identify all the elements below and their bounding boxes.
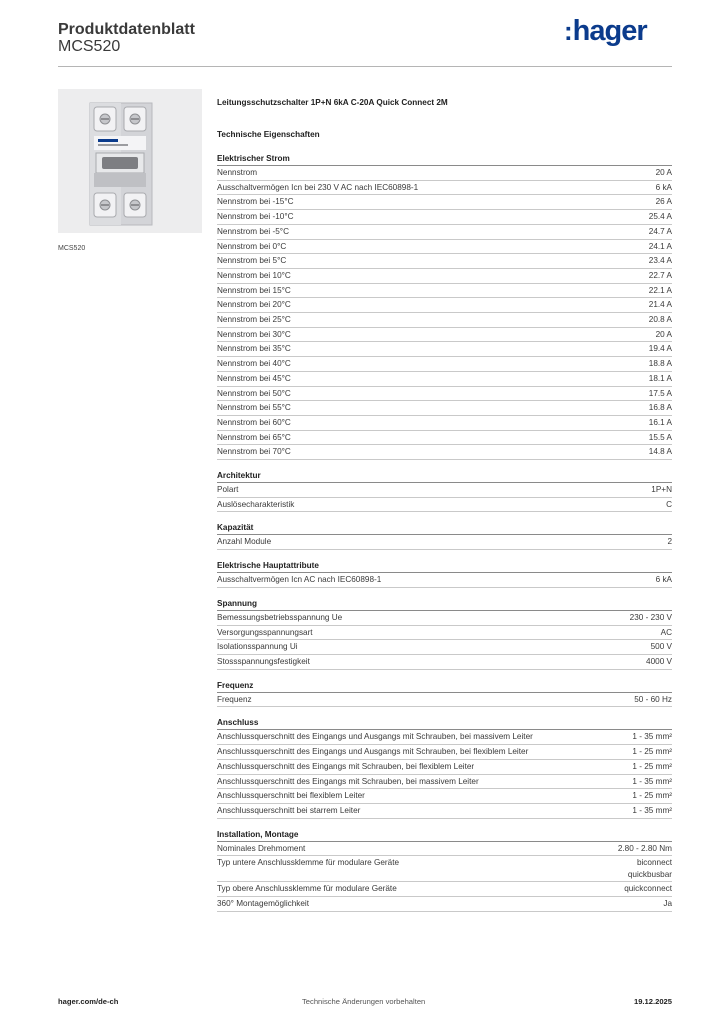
spec-value: 1 - 25 mm² (632, 761, 672, 771)
spec-row (217, 401, 672, 416)
spec-row (217, 181, 672, 196)
spec-value: 1 - 25 mm² (632, 747, 672, 757)
spec-row (217, 760, 672, 775)
spec-value: 6 kA (655, 182, 672, 192)
spec-row (217, 498, 672, 513)
section-title: Architektur (217, 469, 672, 483)
spec-label: Nennstrom bei 45°C (217, 373, 291, 383)
hager-logo (564, 15, 647, 48)
spec-label: Typ untere Anschlussklemme für modulare Geräte (217, 858, 400, 868)
spec-label: Bemessungsbetriebsspannung Ue (217, 612, 343, 622)
spec-row (217, 730, 672, 745)
spec-label: Typ obere Anschlussklemme für modulare Geräte (217, 884, 397, 894)
section-title: Elektrische Hauptattribute (217, 559, 672, 573)
spec-value: 1P+N (651, 485, 672, 495)
spec-row (217, 254, 672, 269)
spec-label: Nennstrom bei 65°C (217, 432, 291, 442)
spec-label: Nennstrom bei 70°C (217, 447, 291, 457)
spec-value: 4000 V (646, 656, 672, 666)
spec-row (217, 313, 672, 328)
header-divider (58, 66, 672, 67)
spec-label: Nennstrom (217, 168, 258, 177)
spec-section (217, 679, 672, 708)
spec-label: Nennstrom bei 30°C (217, 329, 291, 339)
spec-label: Frequenz (217, 694, 252, 704)
spec-row (217, 897, 672, 912)
document-subtitle: MCS520 (58, 38, 121, 55)
spec-row (217, 856, 672, 882)
spec-row (217, 611, 672, 626)
spec-label: Auslösecharakteristik (217, 499, 295, 509)
spec-label: Nennstrom bei -15°C (217, 197, 294, 207)
product-name: Leitungsschutzschalter 1P+N 6kA C-20A Quick Connect 2M (217, 98, 448, 107)
spec-value: 24.1 A (648, 241, 672, 251)
spec-label: Anschlussquerschnitt des Eingangs mit Schrauben, bei flexiblem Leiter (217, 761, 475, 771)
spec-value: 1 - 25 mm² (632, 791, 672, 801)
spec-row (217, 195, 672, 210)
spec-row (217, 535, 672, 550)
section-title: Spannung (217, 597, 672, 611)
spec-row (217, 342, 672, 357)
spec-row (217, 693, 672, 708)
spec-value: 21.4 A (648, 300, 672, 310)
spec-label: Nennstrom bei -5°C (217, 226, 289, 236)
spec-section (217, 559, 672, 588)
section-title: Elektrischer Strom (217, 152, 672, 166)
spec-value: 50 - 60 Hz (634, 694, 672, 704)
spec-value: 16.1 A (648, 417, 672, 427)
spec-row (217, 240, 672, 255)
spec-value: 20.8 A (648, 315, 672, 325)
product-image (58, 89, 202, 233)
spec-label: Nennstrom bei 20°C (217, 300, 291, 310)
spec-value: 230 - 230 V (629, 612, 672, 622)
spec-value: 1 - 35 mm² (632, 732, 672, 742)
spec-content (217, 97, 672, 912)
logo-dots-icon: : (564, 16, 572, 46)
footer-notice: Technische Änderungen vorbehalten (302, 997, 426, 1006)
technical-properties-heading: Technische Eigenschaften (217, 130, 320, 139)
spec-value: 26 A (655, 197, 672, 207)
spec-value: 14.8 A (648, 447, 672, 457)
spec-value: 25.4 A (648, 212, 672, 222)
spec-value: AC (660, 627, 672, 637)
spec-label: Anschlussquerschnitt bei starrem Leiter (217, 805, 361, 815)
spec-row (217, 655, 672, 670)
spec-label: Nennstrom bei -10°C (217, 212, 294, 222)
spec-label: 360° Montagemöglichkeit (217, 899, 310, 909)
spec-value: 23.4 A (648, 256, 672, 266)
spec-value: 24.7 A (648, 226, 672, 236)
spec-sections (217, 152, 672, 912)
spec-row (217, 789, 672, 804)
spec-label: Nennstrom bei 5°C (217, 256, 287, 266)
spec-row (217, 445, 672, 460)
spec-row (217, 357, 672, 372)
spec-label: Nennstrom bei 10°C (217, 270, 291, 280)
spec-label: Nennstrom bei 0°C (217, 241, 287, 251)
spec-label: Isolationsspannung Ui (217, 642, 298, 652)
spec-row (217, 298, 672, 313)
spec-row (217, 166, 672, 181)
spec-label: Anschlussquerschnitt des Eingangs und Ausgangs mit Schrauben, bei flexiblem Leiter (217, 747, 529, 757)
spec-value: 20 A (655, 329, 672, 339)
spec-value: 18.8 A (648, 359, 672, 369)
spec-section (217, 597, 672, 670)
spec-value: 16.8 A (648, 403, 672, 413)
product-image-caption: MCS520 (58, 245, 86, 252)
spec-value: 20 A (655, 168, 672, 177)
spec-row (217, 284, 672, 299)
spec-row (217, 804, 672, 819)
spec-label: Nennstrom bei 40°C (217, 359, 291, 369)
spec-label: Anschlussquerschnitt des Eingangs und Ausgangs mit Schrauben, bei massivem Leiter (217, 732, 533, 742)
section-title: Anschluss (217, 716, 672, 730)
spec-row (217, 640, 672, 655)
spec-label: Nennstrom bei 15°C (217, 285, 291, 295)
section-title: Kapazität (217, 521, 672, 535)
footer-website: hager.com/de-ch (58, 997, 119, 1006)
spec-label: Anschlussquerschnitt bei flexiblem Leiter (217, 791, 365, 801)
spec-label: Nominales Drehmoment (217, 843, 306, 853)
spec-row (217, 269, 672, 284)
spec-value: 15.5 A (648, 432, 672, 442)
section-title: Installation, Montage (217, 828, 672, 842)
section-title: Frequenz (217, 679, 672, 693)
spec-value: 2 (667, 537, 672, 547)
spec-row (217, 775, 672, 790)
spec-value: 19.4 A (648, 344, 672, 354)
footer-date: 19.12.2025 (633, 997, 672, 1006)
spec-label: Ausschaltvermögen Icn AC nach IEC60898-1 (217, 575, 382, 585)
spec-row (217, 328, 672, 343)
spec-label: Ausschaltvermögen Icn bei 230 V AC nach IEC60898-1 (217, 182, 419, 192)
spec-row (217, 225, 672, 240)
spec-row (217, 842, 672, 857)
spec-value: 22.7 A (648, 270, 672, 280)
spec-section (217, 152, 672, 460)
spec-label: Nennstrom bei 55°C (217, 403, 291, 413)
spec-section (217, 828, 672, 912)
spec-section (217, 521, 672, 550)
document-title: Produktdatenblatt (58, 21, 195, 38)
spec-label: Versorgungsspannungsart (217, 627, 313, 637)
circuit-breaker-illustration (58, 89, 202, 233)
spec-label: Nennstrom bei 25°C (217, 315, 291, 325)
spec-row (217, 745, 672, 760)
spec-label: Stossspannungsfestigkeit (217, 656, 310, 666)
spec-row (217, 626, 672, 641)
spec-value: 18.1 A (648, 373, 672, 383)
spec-value: 6 kA (655, 575, 672, 585)
spec-value: 2.80 - 2.80 Nm (617, 843, 672, 853)
spec-row (217, 431, 672, 446)
spec-value: quickconnect (624, 884, 672, 894)
spec-value: 500 V (650, 642, 672, 652)
spec-row (217, 387, 672, 402)
spec-section (217, 469, 672, 512)
spec-label: Anschlussquerschnitt des Eingangs mit Schrauben, bei massivem Leiter (217, 776, 479, 786)
spec-label: Anzahl Module (217, 537, 272, 547)
spec-label: Nennstrom bei 50°C (217, 388, 291, 398)
logo-text: hager (572, 15, 647, 47)
spec-value: 1 - 35 mm² (632, 805, 672, 815)
spec-row (217, 372, 672, 387)
spec-row (217, 416, 672, 431)
spec-label: Polart (217, 485, 239, 495)
spec-label: Nennstrom bei 35°C (217, 344, 291, 354)
spec-label: Nennstrom bei 60°C (217, 417, 291, 427)
spec-value: C (666, 499, 672, 509)
spec-row (217, 882, 672, 897)
spec-value: Ja (663, 899, 672, 909)
spec-value: 17.5 A (648, 388, 672, 398)
spec-value: 1 - 35 mm² (632, 776, 672, 786)
spec-row (217, 210, 672, 225)
spec-row (217, 573, 672, 588)
spec-row (217, 483, 672, 498)
spec-value: biconnect quickbusbar (627, 858, 672, 879)
spec-section (217, 716, 672, 818)
spec-value: 22.1 A (648, 285, 672, 295)
